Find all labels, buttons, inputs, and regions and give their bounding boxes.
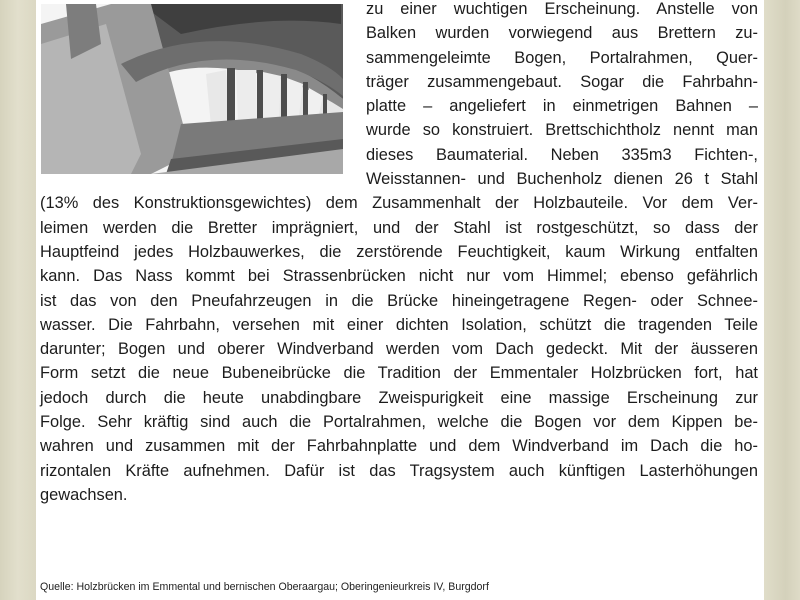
text-line: wurde so konstruiert. Brettschichtholz nennt man bbox=[366, 121, 758, 140]
text-line: zu einer wuchtigen Erscheinung. Anstelle von bbox=[366, 0, 758, 18]
text-line: Balken wurden vorwiegend aus Brettern zu- bbox=[366, 24, 758, 43]
text-line: ist das von den Pneufahrzeugen in die Brücke hineingetragene Regen- oder Schnee- bbox=[40, 291, 758, 310]
text-line: träger zusammengebaut. Sogar die Fahrbahn- bbox=[366, 72, 758, 91]
background-left-margin bbox=[0, 0, 36, 600]
text-line: sammengeleimte Bogen, Portalrahmen, Quer- bbox=[366, 48, 758, 67]
source-citation: Quelle: Holzbrücken im Emmental und bernischen Oberaargau; Oberingenieurkreis IV, Burgdorf bbox=[40, 581, 489, 593]
text-line: jedoch durch die heute unabdingbare Zweispurigkeit eine massige Erscheinung zur bbox=[40, 388, 758, 407]
text-line: Weisstannen- und Buchenholz dienen 26 t Stahl bbox=[366, 170, 758, 189]
text-line: rizontalen Kräfte aufnehmen. Dafür ist das Tragsystem auch künftigen Lasterhöhungen bbox=[40, 461, 758, 480]
text-line: kann. Das Nass kommt bei Strassenbrücken nicht nur vom Himmel; ebenso gefährlich bbox=[40, 267, 758, 286]
text-line: Folge. Sehr kräftig sind auch die Portalrahmen, welche die Bogen vor dem Kippen be- bbox=[40, 413, 758, 432]
text-line: (13% des Konstruktionsgewichtes) dem Zusammenhalt der Holzbauteile. Vor dem Ver- bbox=[40, 194, 758, 213]
text-line: Hauptfeind jedes Holzbauwerkes, die zerstörende Feuchtigkeit, kaum Wirkung entfalten bbox=[40, 242, 758, 261]
text-line: darunter; Bogen und oberer Windverband werden vom Dach gedeckt. Mit der äusseren bbox=[40, 340, 758, 359]
text-line: wasser. Die Fahrbahn, versehen mit einer dichten Isolation, schützt die tragenden Teile bbox=[40, 315, 758, 334]
article-text bbox=[40, 0, 758, 507]
document-page bbox=[36, 0, 764, 600]
text-line: gewachsen. bbox=[40, 485, 128, 504]
text-line: dieses Baumaterial. Neben 335m3 Fichten-, bbox=[366, 145, 758, 164]
text-line: leimen werden die Bretter imprägniert, und der Stahl ist rostgeschützt, so dass der bbox=[40, 218, 758, 237]
text-line: Form setzt die neue Bubeneibrücke die Tradition der Emmentaler Holzbrücken fort, hat bbox=[40, 364, 758, 383]
text-line: platte – angeliefert in einmetrigen Bahnen – bbox=[366, 97, 758, 116]
text-line: wahren und zusammen mit der Fahrbahnplatte und dem Windverband im Dach die ho- bbox=[40, 437, 758, 456]
background-right-margin bbox=[764, 0, 800, 600]
